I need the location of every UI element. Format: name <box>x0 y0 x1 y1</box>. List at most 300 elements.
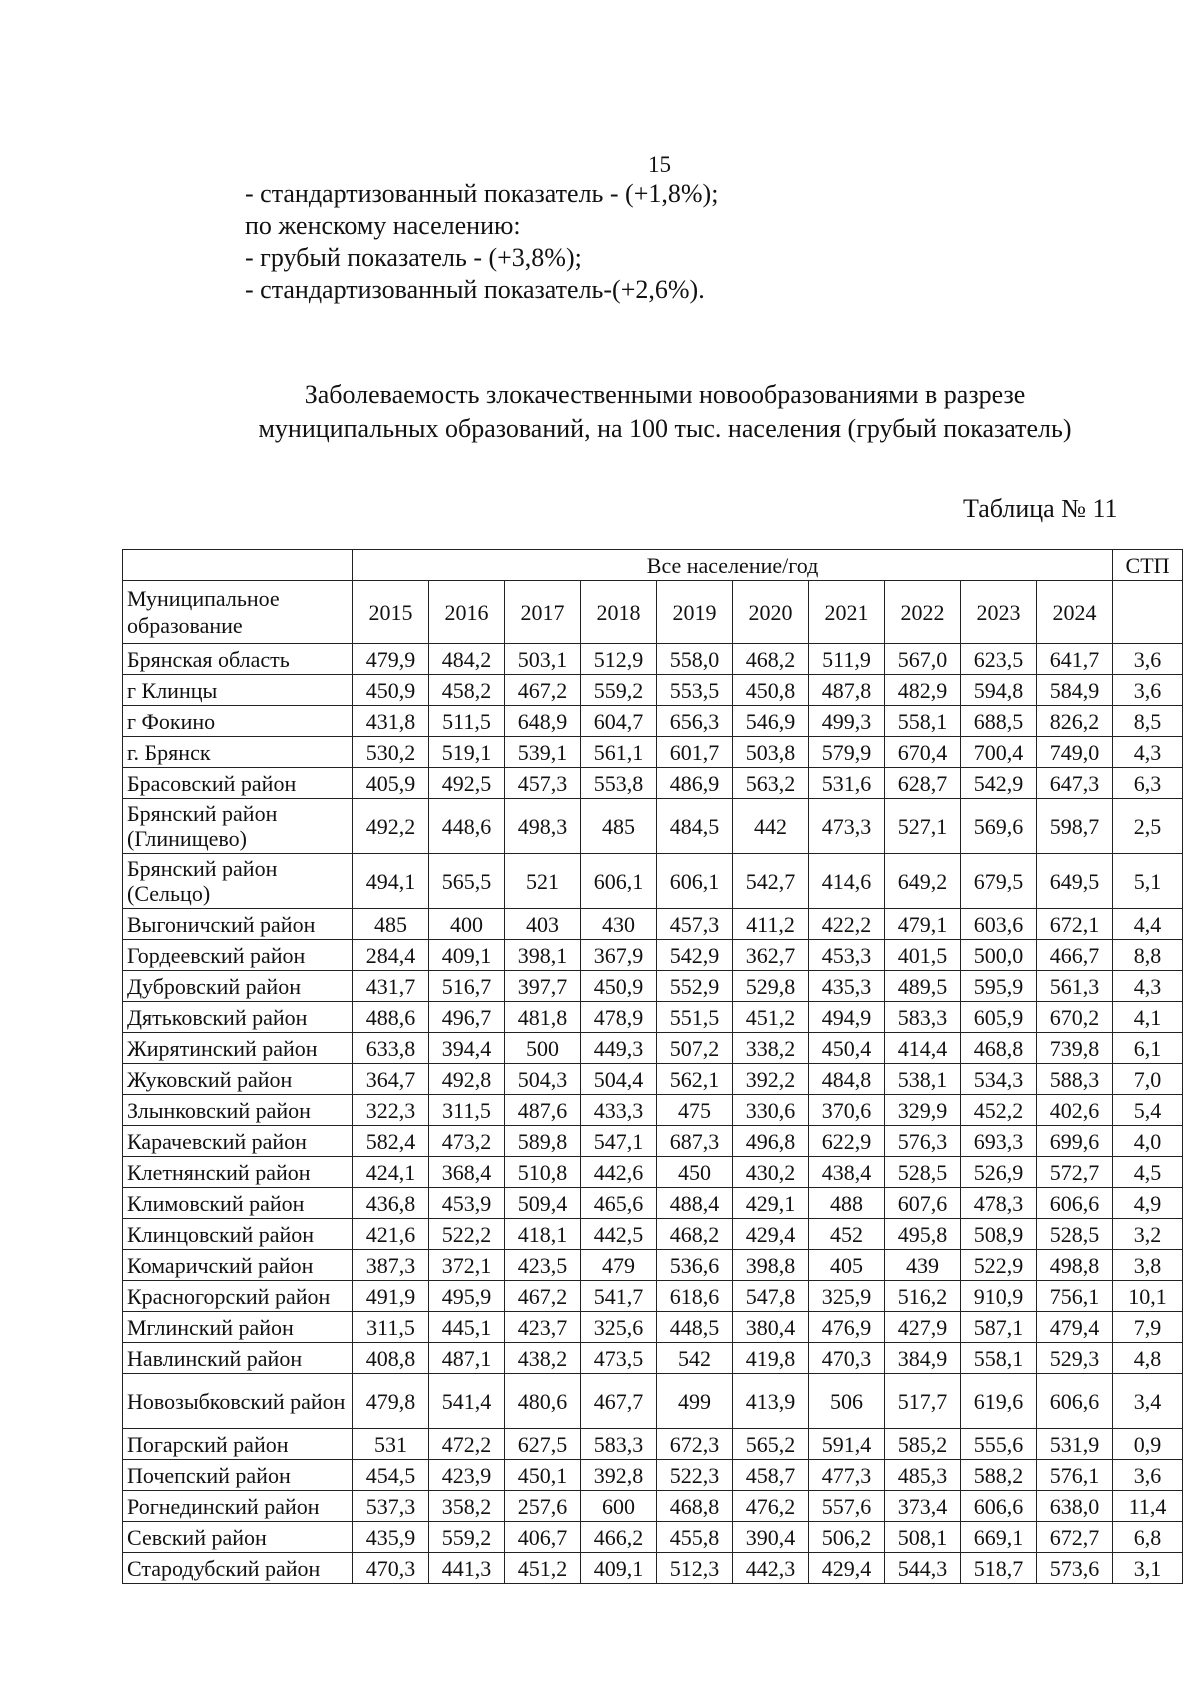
value-cell: 561,3 <box>1037 971 1113 1002</box>
value-cell: 442 <box>733 799 809 854</box>
municipality-name-cell: Жуковский район <box>123 1064 353 1095</box>
value-cell: 466,2 <box>581 1522 657 1553</box>
value-cell: 450,1 <box>505 1460 581 1491</box>
value-cell: 619,6 <box>961 1374 1037 1429</box>
stp-value-cell: 11,4 <box>1113 1491 1183 1522</box>
stp-value-cell: 4,5 <box>1113 1157 1183 1188</box>
value-cell: 495,8 <box>885 1219 961 1250</box>
stp-value-cell: 8,5 <box>1113 706 1183 737</box>
stp-value-cell: 6,1 <box>1113 1033 1183 1064</box>
value-cell: 679,5 <box>961 854 1037 909</box>
municipality-name-cell: Стародубский район <box>123 1553 353 1584</box>
municipality-name-cell: Севский район <box>123 1522 353 1553</box>
value-cell: 530,2 <box>353 737 429 768</box>
value-cell: 489,5 <box>885 971 961 1002</box>
value-cell: 435,3 <box>809 971 885 1002</box>
value-cell: 558,1 <box>885 706 961 737</box>
value-cell: 528,5 <box>1037 1219 1113 1250</box>
value-cell: 367,9 <box>581 940 657 971</box>
year-header-cell: 2023 <box>961 581 1037 644</box>
value-cell: 633,8 <box>353 1033 429 1064</box>
value-cell: 591,4 <box>809 1429 885 1460</box>
table-row <box>123 1126 1183 1157</box>
value-cell: 470,3 <box>809 1343 885 1374</box>
year-header-cell: 2017 <box>505 581 581 644</box>
stp-value-cell: 7,9 <box>1113 1312 1183 1343</box>
stp-value-cell: 4,3 <box>1113 971 1183 1002</box>
stp-value-cell: 8,8 <box>1113 940 1183 971</box>
year-header-cell: 2018 <box>581 581 657 644</box>
value-cell: 403 <box>505 909 581 940</box>
value-cell: 476,2 <box>733 1491 809 1522</box>
value-cell: 672,1 <box>1037 909 1113 940</box>
value-cell: 522,9 <box>961 1250 1037 1281</box>
value-cell: 423,9 <box>429 1460 505 1491</box>
year-header-cell: 2024 <box>1037 581 1113 644</box>
value-cell: 573,6 <box>1037 1553 1113 1584</box>
value-cell: 516,7 <box>429 971 505 1002</box>
value-cell: 607,6 <box>885 1188 961 1219</box>
value-cell: 508,1 <box>885 1522 961 1553</box>
value-cell: 487,1 <box>429 1343 505 1374</box>
value-cell: 488,4 <box>657 1188 733 1219</box>
table-row <box>123 854 1183 909</box>
value-cell: 739,8 <box>1037 1033 1113 1064</box>
municipality-name-cell: Климовский район <box>123 1188 353 1219</box>
value-cell: 600 <box>581 1491 657 1522</box>
stp-value-cell: 3,6 <box>1113 675 1183 706</box>
value-cell: 311,5 <box>429 1095 505 1126</box>
value-cell: 670,4 <box>885 737 961 768</box>
value-cell: 563,2 <box>733 768 809 799</box>
value-cell: 372,1 <box>429 1250 505 1281</box>
value-cell: 503,1 <box>505 644 581 675</box>
value-cell: 517,7 <box>885 1374 961 1429</box>
value-cell: 423,7 <box>505 1312 581 1343</box>
stp-value-cell: 3,6 <box>1113 644 1183 675</box>
table-row <box>123 1553 1183 1584</box>
value-cell: 656,3 <box>657 706 733 737</box>
value-cell: 398,8 <box>733 1250 809 1281</box>
value-cell: 453,3 <box>809 940 885 971</box>
value-cell: 595,9 <box>961 971 1037 1002</box>
value-cell: 559,2 <box>581 675 657 706</box>
value-cell: 485 <box>581 799 657 854</box>
value-cell: 496,8 <box>733 1126 809 1157</box>
value-cell: 475 <box>657 1095 733 1126</box>
stp-value-cell: 6,3 <box>1113 768 1183 799</box>
value-cell: 436,8 <box>353 1188 429 1219</box>
value-cell: 465,6 <box>581 1188 657 1219</box>
value-cell: 438,4 <box>809 1157 885 1188</box>
value-cell: 547,1 <box>581 1126 657 1157</box>
value-cell: 472,2 <box>429 1429 505 1460</box>
value-cell: 910,9 <box>961 1281 1037 1312</box>
value-cell: 603,6 <box>961 909 1037 940</box>
stp-value-cell: 3,6 <box>1113 1460 1183 1491</box>
value-cell: 688,5 <box>961 706 1037 737</box>
value-cell: 431,8 <box>353 706 429 737</box>
table-label: Таблица № 11 <box>963 494 1118 523</box>
value-cell: 504,4 <box>581 1064 657 1095</box>
value-cell: 413,9 <box>733 1374 809 1429</box>
value-cell: 370,6 <box>809 1095 885 1126</box>
header-corner-cell <box>123 550 353 581</box>
value-cell: 387,3 <box>353 1250 429 1281</box>
value-cell: 606,1 <box>581 854 657 909</box>
value-cell: 430,2 <box>733 1157 809 1188</box>
value-cell: 450 <box>657 1157 733 1188</box>
value-cell: 439 <box>885 1250 961 1281</box>
page-number: 15 <box>648 152 671 177</box>
value-cell: 491,9 <box>353 1281 429 1312</box>
value-cell: 576,1 <box>1037 1460 1113 1491</box>
value-cell: 500 <box>505 1033 581 1064</box>
stp-value-cell: 10,1 <box>1113 1281 1183 1312</box>
value-cell: 390,4 <box>733 1522 809 1553</box>
intro-line: - стандартизованный показатель - (+1,8%); <box>245 179 719 208</box>
stp-value-cell: 3,4 <box>1113 1374 1183 1429</box>
value-cell: 601,7 <box>657 737 733 768</box>
value-cell: 598,7 <box>1037 799 1113 854</box>
table-row <box>123 1188 1183 1219</box>
value-cell: 527,1 <box>885 799 961 854</box>
value-cell: 414,4 <box>885 1033 961 1064</box>
municipality-name-cell: Злынковский район <box>123 1095 353 1126</box>
value-cell: 492,8 <box>429 1064 505 1095</box>
value-cell: 392,8 <box>581 1460 657 1491</box>
stp-value-cell: 2,5 <box>1113 799 1183 854</box>
value-cell: 584,9 <box>1037 675 1113 706</box>
value-cell: 494,9 <box>809 1002 885 1033</box>
stp-value-cell: 4,3 <box>1113 737 1183 768</box>
value-cell: 541,7 <box>581 1281 657 1312</box>
value-cell: 672,7 <box>1037 1522 1113 1553</box>
value-cell: 473,3 <box>809 799 885 854</box>
value-cell: 424,1 <box>353 1157 429 1188</box>
value-cell: 480,6 <box>505 1374 581 1429</box>
value-cell: 405,9 <box>353 768 429 799</box>
value-cell: 529,8 <box>733 971 809 1002</box>
municipality-name-cell: Мглинский район <box>123 1312 353 1343</box>
value-cell: 427,9 <box>885 1312 961 1343</box>
stp-header-blank-cell <box>1113 581 1183 644</box>
value-cell: 481,8 <box>505 1002 581 1033</box>
value-cell: 826,2 <box>1037 706 1113 737</box>
value-cell: 468,2 <box>733 644 809 675</box>
value-cell: 544,3 <box>885 1553 961 1584</box>
stp-value-cell: 5,1 <box>1113 854 1183 909</box>
value-cell: 687,3 <box>657 1126 733 1157</box>
value-cell: 408,8 <box>353 1343 429 1374</box>
value-cell: 494,1 <box>353 854 429 909</box>
value-cell: 531 <box>353 1429 429 1460</box>
value-cell: 454,5 <box>353 1460 429 1491</box>
value-cell: 473,5 <box>581 1343 657 1374</box>
value-cell: 487,6 <box>505 1095 581 1126</box>
value-cell: 552,9 <box>657 971 733 1002</box>
table-year-header-row <box>123 581 1183 644</box>
table-row <box>123 737 1183 768</box>
value-cell: 576,3 <box>885 1126 961 1157</box>
municipality-name-cell: г Клинцы <box>123 675 353 706</box>
municipality-name-cell: Дятьковский район <box>123 1002 353 1033</box>
value-cell: 451,2 <box>733 1002 809 1033</box>
value-cell: 405 <box>809 1250 885 1281</box>
value-cell: 466,7 <box>1037 940 1113 971</box>
value-cell: 257,6 <box>505 1491 581 1522</box>
value-cell: 669,1 <box>961 1522 1037 1553</box>
value-cell: 546,9 <box>733 706 809 737</box>
value-cell: 528,5 <box>885 1157 961 1188</box>
value-cell: 451,2 <box>505 1553 581 1584</box>
value-cell: 325,9 <box>809 1281 885 1312</box>
value-cell: 531,6 <box>809 768 885 799</box>
municipality-name-cell: Брянский район (Сельцо) <box>123 854 353 909</box>
value-cell: 322,3 <box>353 1095 429 1126</box>
value-cell: 311,5 <box>353 1312 429 1343</box>
value-cell: 756,1 <box>1037 1281 1113 1312</box>
value-cell: 749,0 <box>1037 737 1113 768</box>
value-cell: 638,0 <box>1037 1491 1113 1522</box>
value-cell: 518,7 <box>961 1553 1037 1584</box>
value-cell: 648,9 <box>505 706 581 737</box>
value-cell: 485 <box>353 909 429 940</box>
value-cell: 479,9 <box>353 644 429 675</box>
value-cell: 423,5 <box>505 1250 581 1281</box>
value-cell: 473,2 <box>429 1126 505 1157</box>
value-cell: 430 <box>581 909 657 940</box>
table-row <box>123 1460 1183 1491</box>
municipality-name-cell: Погарский район <box>123 1429 353 1460</box>
value-cell: 338,2 <box>733 1033 809 1064</box>
value-cell: 495,9 <box>429 1281 505 1312</box>
table-row <box>123 1219 1183 1250</box>
value-cell: 503,8 <box>733 737 809 768</box>
stp-value-cell: 5,4 <box>1113 1095 1183 1126</box>
table-row <box>123 1250 1183 1281</box>
value-cell: 516,2 <box>885 1281 961 1312</box>
value-cell: 508,9 <box>961 1219 1037 1250</box>
municipality-name-cell: Красногорский район <box>123 1281 353 1312</box>
value-cell: 606,6 <box>1037 1188 1113 1219</box>
value-cell: 699,6 <box>1037 1126 1113 1157</box>
value-cell: 589,8 <box>505 1126 581 1157</box>
value-cell: 582,4 <box>353 1126 429 1157</box>
table-row <box>123 971 1183 1002</box>
value-cell: 519,1 <box>429 737 505 768</box>
table-row <box>123 1312 1183 1343</box>
stp-value-cell: 4,4 <box>1113 909 1183 940</box>
value-cell: 623,5 <box>961 644 1037 675</box>
value-cell: 579,9 <box>809 737 885 768</box>
value-cell: 496,7 <box>429 1002 505 1033</box>
value-cell: 583,3 <box>581 1429 657 1460</box>
group-header-cell: Все население/год <box>353 550 1113 581</box>
value-cell: 368,4 <box>429 1157 505 1188</box>
table-row <box>123 768 1183 799</box>
stp-value-cell: 7,0 <box>1113 1064 1183 1095</box>
municipality-name-cell: Новозыбковский район <box>123 1374 353 1429</box>
table-row <box>123 1429 1183 1460</box>
value-cell: 478,9 <box>581 1002 657 1033</box>
value-cell: 486,9 <box>657 768 733 799</box>
value-cell: 542,9 <box>657 940 733 971</box>
year-header-cell: 2019 <box>657 581 733 644</box>
municipality-name-cell: Рогнединский район <box>123 1491 353 1522</box>
value-cell: 557,6 <box>809 1491 885 1522</box>
table-row <box>123 1343 1183 1374</box>
value-cell: 492,5 <box>429 768 505 799</box>
value-cell: 510,8 <box>505 1157 581 1188</box>
municipality-name-cell: Навлинский район <box>123 1343 353 1374</box>
value-cell: 498,3 <box>505 799 581 854</box>
value-cell: 553,8 <box>581 768 657 799</box>
value-cell: 512,9 <box>581 644 657 675</box>
value-cell: 553,5 <box>657 675 733 706</box>
value-cell: 555,6 <box>961 1429 1037 1460</box>
value-cell: 536,6 <box>657 1250 733 1281</box>
value-cell: 450,4 <box>809 1033 885 1064</box>
table-row <box>123 706 1183 737</box>
value-cell: 364,7 <box>353 1064 429 1095</box>
value-cell: 484,5 <box>657 799 733 854</box>
value-cell: 539,1 <box>505 737 581 768</box>
value-cell: 421,6 <box>353 1219 429 1250</box>
value-cell: 435,9 <box>353 1522 429 1553</box>
value-cell: 605,9 <box>961 1002 1037 1033</box>
value-cell: 622,9 <box>809 1126 885 1157</box>
value-cell: 358,2 <box>429 1491 505 1522</box>
intro-line: - стандартизованный показатель-(+2,6%). <box>245 275 705 304</box>
value-cell: 529,3 <box>1037 1343 1113 1374</box>
value-cell: 604,7 <box>581 706 657 737</box>
stp-value-cell: 4,8 <box>1113 1343 1183 1374</box>
table-row <box>123 940 1183 971</box>
stp-value-cell: 3,8 <box>1113 1250 1183 1281</box>
value-cell: 422,2 <box>809 909 885 940</box>
stp-value-cell: 0,9 <box>1113 1429 1183 1460</box>
table-row <box>123 644 1183 675</box>
value-cell: 693,3 <box>961 1126 1037 1157</box>
value-cell: 499 <box>657 1374 733 1429</box>
value-cell: 478,3 <box>961 1188 1037 1219</box>
table-row <box>123 1157 1183 1188</box>
value-cell: 606,6 <box>961 1491 1037 1522</box>
value-cell: 477,3 <box>809 1460 885 1491</box>
value-cell: 438,2 <box>505 1343 581 1374</box>
value-cell: 565,2 <box>733 1429 809 1460</box>
year-header-cell: 2021 <box>809 581 885 644</box>
table-row <box>123 1095 1183 1126</box>
table-row <box>123 675 1183 706</box>
value-cell: 641,7 <box>1037 644 1113 675</box>
value-cell: 507,2 <box>657 1033 733 1064</box>
value-cell: 672,3 <box>657 1429 733 1460</box>
municipality-name-cell: г Фокино <box>123 706 353 737</box>
municipality-name-cell: Выгоничский район <box>123 909 353 940</box>
value-cell: 476,9 <box>809 1312 885 1343</box>
value-cell: 499,3 <box>809 706 885 737</box>
value-cell: 402,6 <box>1037 1095 1113 1126</box>
value-cell: 450,9 <box>353 675 429 706</box>
table-body <box>123 550 1183 1584</box>
municipality-name-cell: г. Брянск <box>123 737 353 768</box>
value-cell: 392,2 <box>733 1064 809 1095</box>
value-cell: 457,3 <box>657 909 733 940</box>
municipality-name-cell: Брянская область <box>123 644 353 675</box>
table-row <box>123 909 1183 940</box>
table-title <box>0 378 1200 446</box>
table-row <box>123 1002 1183 1033</box>
value-cell: 401,5 <box>885 940 961 971</box>
value-cell: 458,7 <box>733 1460 809 1491</box>
title-line: муниципальных образований, на 100 тыс. населения (грубый показатель) <box>258 414 1072 443</box>
value-cell: 588,2 <box>961 1460 1037 1491</box>
value-cell: 457,3 <box>505 768 581 799</box>
value-cell: 606,1 <box>657 854 733 909</box>
value-cell: 409,1 <box>429 940 505 971</box>
value-cell: 542 <box>657 1343 733 1374</box>
value-cell: 450,9 <box>581 971 657 1002</box>
value-cell: 419,8 <box>733 1343 809 1374</box>
value-cell: 441,3 <box>429 1553 505 1584</box>
value-cell: 453,9 <box>429 1188 505 1219</box>
value-cell: 488,6 <box>353 1002 429 1033</box>
value-cell: 541,4 <box>429 1374 505 1429</box>
value-cell: 562,1 <box>657 1064 733 1095</box>
value-cell: 431,7 <box>353 971 429 1002</box>
value-cell: 628,7 <box>885 768 961 799</box>
value-cell: 627,5 <box>505 1429 581 1460</box>
value-cell: 485,3 <box>885 1460 961 1491</box>
stp-value-cell: 6,8 <box>1113 1522 1183 1553</box>
value-cell: 380,4 <box>733 1312 809 1343</box>
value-cell: 537,3 <box>353 1491 429 1522</box>
value-cell: 284,4 <box>353 940 429 971</box>
year-header-cell: 2015 <box>353 581 429 644</box>
value-cell: 492,2 <box>353 799 429 854</box>
table-row <box>123 1491 1183 1522</box>
value-cell: 479,4 <box>1037 1312 1113 1343</box>
value-cell: 542,9 <box>961 768 1037 799</box>
value-cell: 411,2 <box>733 909 809 940</box>
value-cell: 647,3 <box>1037 768 1113 799</box>
table-row <box>123 1064 1183 1095</box>
value-cell: 487,8 <box>809 675 885 706</box>
municipality-name-cell: Комаричский район <box>123 1250 353 1281</box>
value-cell: 455,8 <box>657 1522 733 1553</box>
value-cell: 468,8 <box>961 1033 1037 1064</box>
value-cell: 551,5 <box>657 1002 733 1033</box>
value-cell: 542,7 <box>733 854 809 909</box>
value-cell: 409,1 <box>581 1553 657 1584</box>
municipality-name-cell: Дубровский район <box>123 971 353 1002</box>
value-cell: 522,3 <box>657 1460 733 1491</box>
value-cell: 429,1 <box>733 1188 809 1219</box>
value-cell: 534,3 <box>961 1064 1037 1095</box>
value-cell: 700,4 <box>961 737 1037 768</box>
value-cell: 467,7 <box>581 1374 657 1429</box>
value-cell: 479,8 <box>353 1374 429 1429</box>
value-cell: 500,0 <box>961 940 1037 971</box>
value-cell: 397,7 <box>505 971 581 1002</box>
value-cell: 452,2 <box>961 1095 1037 1126</box>
stp-header-cell: СТП <box>1113 550 1183 581</box>
value-cell: 470,3 <box>353 1553 429 1584</box>
table-row <box>123 1281 1183 1312</box>
value-cell: 448,6 <box>429 799 505 854</box>
